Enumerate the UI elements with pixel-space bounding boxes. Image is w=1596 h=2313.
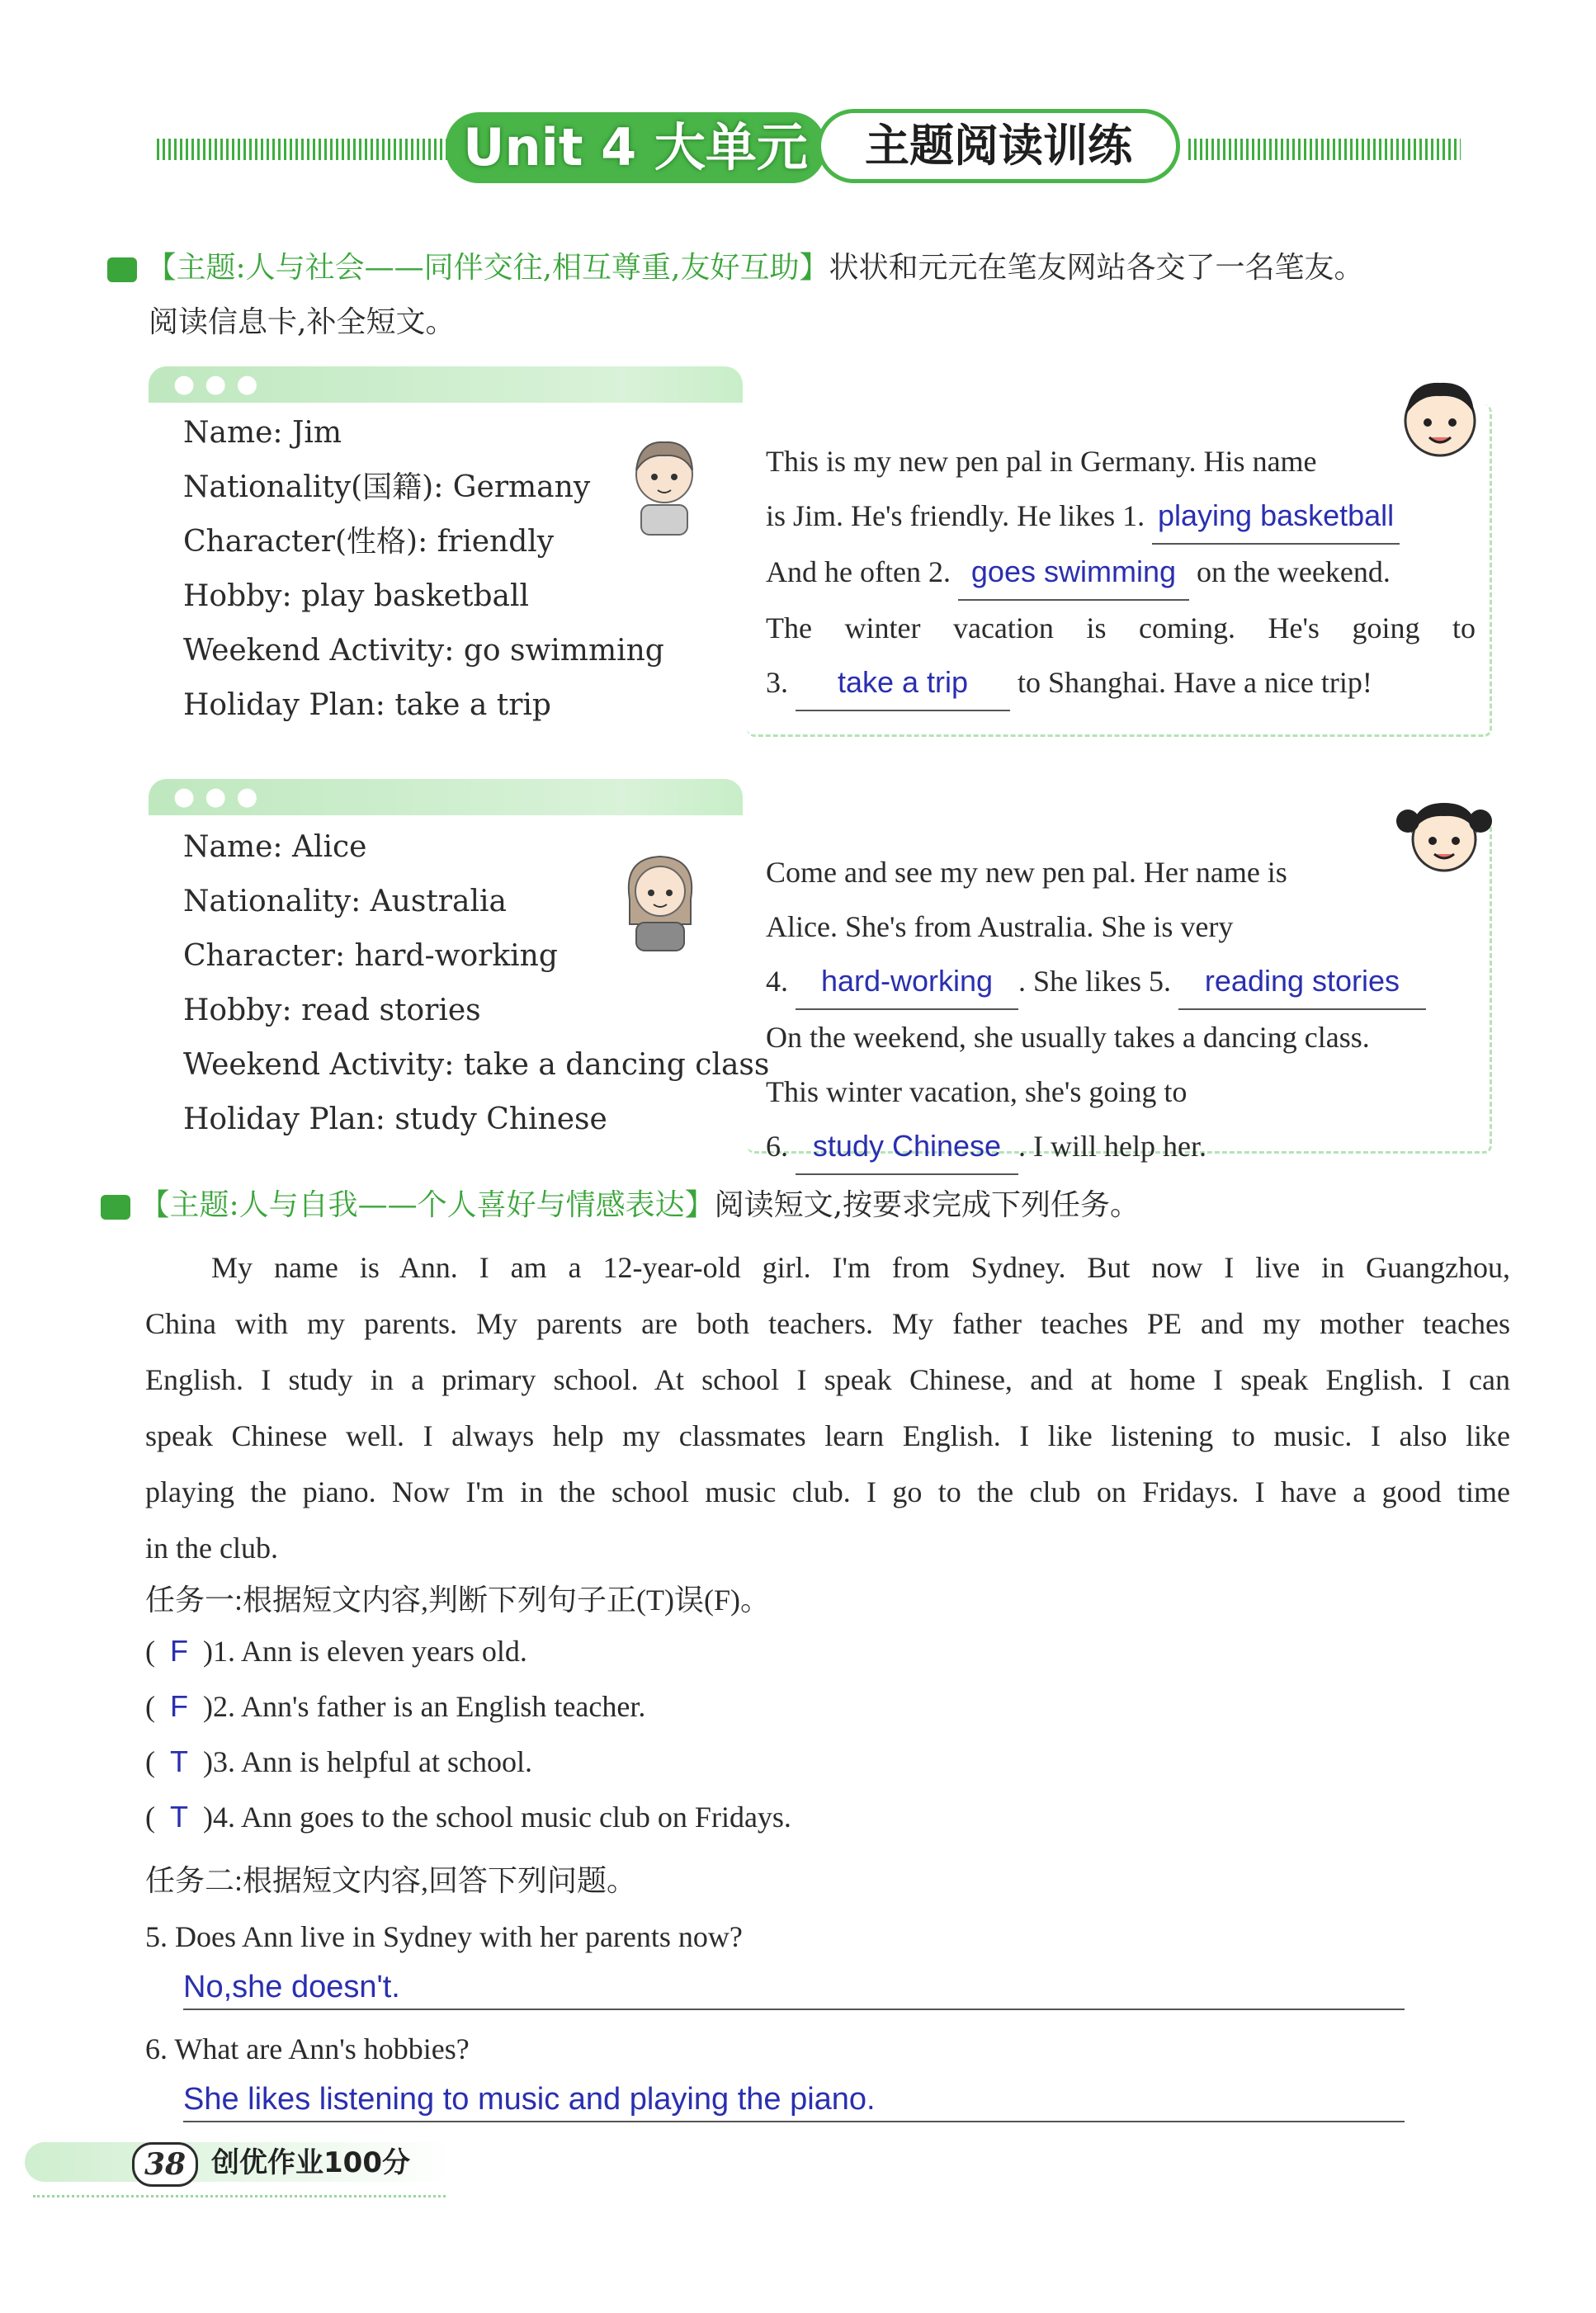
card1-line: Nationality(国籍): Germany [183,470,591,504]
unit-badge [446,112,825,183]
card2-line: Name: Alice [183,830,367,864]
passage-text: . I will help her. [1018,1130,1206,1163]
section1-instruction-b: 阅读信息卡,补全短文。 [149,305,456,339]
card1-line: Hobby: play basketball [183,579,529,613]
card2-line: Hobby: read stories [183,994,481,1027]
question-5: 5. Does Ann live in Sydney with her parents now? [145,1920,743,1953]
passage-text: And he often 2. [766,555,951,588]
passage-line: China with my parents. My parents are both teachers. My father teaches PE and my mother teaches [145,1307,1510,1340]
card2-line: Weekend Activity: take a dancing class [183,1048,770,1082]
tf-text: )1. Ann is eleven years old. [203,1635,527,1668]
card1-line: Name: Jim [183,416,342,450]
passage-line: This winter vacation, she's going to [766,1075,1188,1108]
passage-text: is Jim. He's friendly. He likes 1. [766,499,1145,532]
tf-list [145,1634,791,1855]
section1-heading [107,248,1364,289]
passage-line: On the weekend, she usually takes a dancing class. [766,1021,1370,1054]
section2-tag: 【主题:人与自我——个人喜好与情感表达】 [139,1188,715,1222]
card2-passage [766,845,1476,1175]
passage-text: 6. [766,1130,788,1163]
passage-text: 4. [766,965,788,998]
tf-item: ( T )3. Ann is helpful at school. [145,1744,532,1778]
page-title: 主题阅读训练 [817,109,1180,183]
card2-top-bar: ●●● [149,779,743,815]
answer-5: reading stories [1178,954,1426,1010]
big-unit-label: 大单元 [654,117,808,177]
tf-answer: F [170,1689,188,1723]
tf-item: ( F )2. Ann's father is an English teacher. [145,1689,646,1723]
task2-heading: 任务二:根据短文内容,回答下列问题。 [145,1864,637,1897]
answer-2: goes swimming [958,545,1189,601]
tf-item: ( F )1. Ann is eleven years old. [145,1634,527,1668]
passage-line: English. I study in a primary school. At school I speak Chinese, and at home I speak English. I can [145,1363,1510,1396]
card1-line: Holiday Plan: take a trip [183,688,551,722]
passage-line: This is my new pen pal in Germany. His name [766,445,1317,478]
section2-number-icon [101,1195,130,1220]
answer-q6: She likes listening to music and playing the piano. [183,2078,1405,2122]
section1-tag: 【主题:人与社会——同伴交往,相互尊重,友好互助】 [146,251,829,285]
header-stripe-right [1188,139,1461,160]
footer-dots [33,2195,446,2197]
unit-label: Unit 4 [463,117,637,177]
card1-passage [766,434,1476,711]
passage-line: My name is Ann. I am a 12-year-old girl. I'm from Sydney. But now I live in Guangzhou, [211,1251,1510,1284]
section1-number-icon [107,257,137,282]
card1-top-bar: ●●● [149,366,743,403]
question-6: 6. What are Ann's hobbies? [145,2032,470,2065]
passage-line: Alice. She's from Australia. She is very [766,910,1234,943]
tf-answer: T [170,1744,188,1778]
card2-line: Holiday Plan: study Chinese [183,1102,607,1136]
passage-line: speak Chinese well. I always help my classmates learn English. I like listening to music. I also like [145,1419,1510,1452]
answer-4: hard-working [796,954,1018,1010]
page-number: 38 [132,2142,198,2187]
passage-line: in the club. [145,1532,278,1565]
card1-line: Weekend Activity: go swimming [183,634,664,668]
passage-line: playing the piano. Now I'm in the school music club. I go to the club on Fridays. I have a good time [145,1475,1510,1508]
passage-line: The winter vacation is coming. He's going to [766,611,1476,644]
answer-3: take a trip [796,655,1010,711]
passage-line: Come and see my new pen pal. Her name is [766,856,1287,889]
header-stripe-left [157,139,454,160]
answer-q5: No,she doesn't. [183,1966,1405,2010]
section2-heading [101,1185,1140,1226]
tf-item: ( T )4. Ann goes to the school music club on Fridays. [145,1800,791,1834]
answer-6: study Chinese [796,1119,1018,1175]
tf-text: )4. Ann goes to the school music club on Fridays. [203,1801,791,1834]
section2-passage [145,1239,1510,1576]
boy-avatar-icon [623,429,706,536]
tf-answer: F [170,1634,188,1668]
tf-answer: T [170,1800,188,1834]
tf-text: )2. Ann's father is an English teacher. [203,1690,646,1723]
answer-1: playing basketball [1152,489,1400,545]
card2-line: Character: hard-working [183,939,558,973]
passage-text: 3. [766,666,788,699]
tf-text: )3. Ann is helpful at school. [203,1745,532,1778]
girl-avatar-icon [615,842,706,953]
book-title: 创优作业100分 [211,2146,410,2179]
passage-text: . She likes 5. [1018,965,1171,998]
passage-text: to Shanghai. Have a nice trip! [1018,666,1372,699]
section1-instruction-a: 状状和元元在笔友网站各交了一名笔友。 [829,251,1364,285]
passage-text: on the weekend. [1196,555,1391,588]
card1-info [183,406,664,733]
section2-instruction: 阅读短文,按要求完成下列任务。 [714,1188,1140,1222]
card2-line: Nationality: Australia [183,885,507,918]
task1-heading: 任务一:根据短文内容,判断下列句子正(T)误(F)。 [145,1584,770,1617]
card1-line: Character(性格): friendly [183,525,555,559]
